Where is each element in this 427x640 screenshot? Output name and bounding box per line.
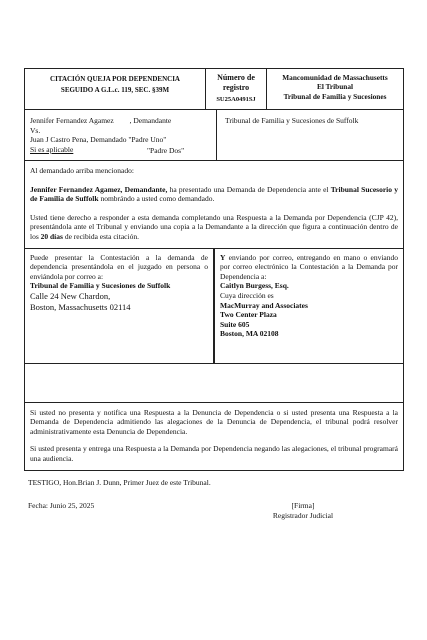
attorney-name: Caitlyn Burgess, Esq. (220, 281, 289, 291)
petitioner-role: , Demandante (129, 116, 172, 125)
register-title: Registrador Judicial (272, 510, 334, 520)
signature-placeholder: [Firma] (291, 501, 315, 511)
if-applicable: Si es aplicable (30, 144, 74, 154)
court-line-2: El Tribunal (316, 82, 354, 92)
filing-left-cell (25, 249, 213, 363)
signature-row (28, 501, 404, 520)
petition-text: ha presentado una Demanda de Dependencia ante el (167, 184, 331, 194)
court-location-cell (216, 110, 403, 160)
response-text: Usted tiene derecho a responder a esta demanda completando una Respuesta a la Demanda por Dependencia (CJP 42), presentándola ante el Tribunal y enviando una copia a la Demandante a la dirección que figura a continuación dentro de los (30, 212, 398, 241)
citation-title (25, 69, 205, 109)
issue-date: Fecha: Junio 25, 2025 (28, 501, 95, 511)
filing-address-2: Boston, Massachusetts 02114 (30, 301, 131, 312)
court-line-3: Tribunal de Familia y Sucesiones (283, 91, 387, 101)
paragraph-petition (30, 185, 398, 204)
filing-right-intro (220, 253, 398, 282)
docket-label-2: registro (222, 83, 250, 93)
notices-section (25, 402, 403, 470)
filing-right-cell (213, 249, 403, 363)
notice-hearing: Si usted presenta y entrega una Respuesta a la Demanda por Dependencia negando las alegaciones, el tribunal programará una audiencia. (30, 444, 398, 463)
versus: Vs. (30, 125, 41, 135)
filing-row (25, 248, 403, 363)
court-bold: Tribunal Sucesorio y de Familia de Suffolk (30, 184, 398, 204)
parties-cell (25, 110, 216, 160)
citation-line-1: CITACIÓN QUEJA POR DEPENDENCIA (50, 75, 180, 83)
summons-document (24, 68, 404, 520)
respondent-line: Juan J Castro Pena, Demandado "Padre Uno" (30, 135, 167, 145)
parties-row (25, 109, 403, 160)
petition-end: nombrándo a usted como demandado. (98, 194, 215, 204)
address-label: Cuya dirección es (220, 290, 274, 300)
header-row (25, 69, 403, 109)
salutation: Al demandado arriba mencionado: (30, 166, 134, 175)
signature-block (258, 501, 348, 520)
docket-label-1: Número de (217, 73, 255, 82)
parent-two: "Padre Dos" (147, 146, 185, 155)
court-line-1: Mancomunidad de Massachusetts (282, 73, 388, 82)
citation-line-2: SEGUIDO A G.L.c. 119, SEC. §39M (60, 85, 170, 94)
street-line-1: Two Center Plaza (220, 310, 277, 320)
witness-line: TESTIGO, Hon.Brian J. Dunn, Primer Juez de este Tribunal. (28, 477, 211, 487)
body-section (25, 160, 403, 248)
filing-right-text: enviando por correo, entregando en mano o enviando por correo electrónico la Contestación a la Demanda por Dependencia a: (220, 252, 398, 281)
paragraph-response (30, 213, 398, 242)
petitioner-name: Jennifer Fernandez Agamez (30, 116, 114, 125)
petitioner-bold: Jennifer Fernandez Agamez, Demandante, (30, 184, 168, 194)
petitioner-line (30, 116, 211, 126)
filing-left-intro: Puede presentar la Contestación a la demanda de dependencia presentándola en el juzgado en persona o enviándola por correo a: (30, 252, 208, 281)
firm-name: MacMurray and Associates (220, 300, 308, 310)
response-end: de recibida esta citación. (62, 231, 139, 241)
summons-form (24, 68, 404, 471)
court-location: Tribunal de Familia y Sucesiones de Suffolk (225, 116, 359, 125)
blank-row (25, 363, 403, 402)
docket-number: SU25A0491SJ (216, 96, 256, 104)
docket-cell (205, 69, 266, 109)
and-marker: Y (220, 252, 226, 262)
filing-address-1: Calle 24 New Chardon, (30, 290, 111, 301)
court-heading (266, 69, 403, 109)
street-line-2: Suite 605 (220, 319, 250, 329)
filing-court: Tribunal de Familia y Sucesiones de Suffolk (30, 281, 171, 291)
notice-default: Si usted no presenta y notifica una Respuesta a la Denuncia de Dependencia o si usted presenta una Respuesta a la Demanda de Dependencia admitiendo las alegaciones de la Denuncia de Dependencia, el tribunal podrá resolver administrativamente esta Denuncia de Dependencia. (30, 407, 398, 436)
city-line: Boston, MA 02108 (220, 329, 279, 339)
days-bold: 20 días (40, 231, 63, 241)
